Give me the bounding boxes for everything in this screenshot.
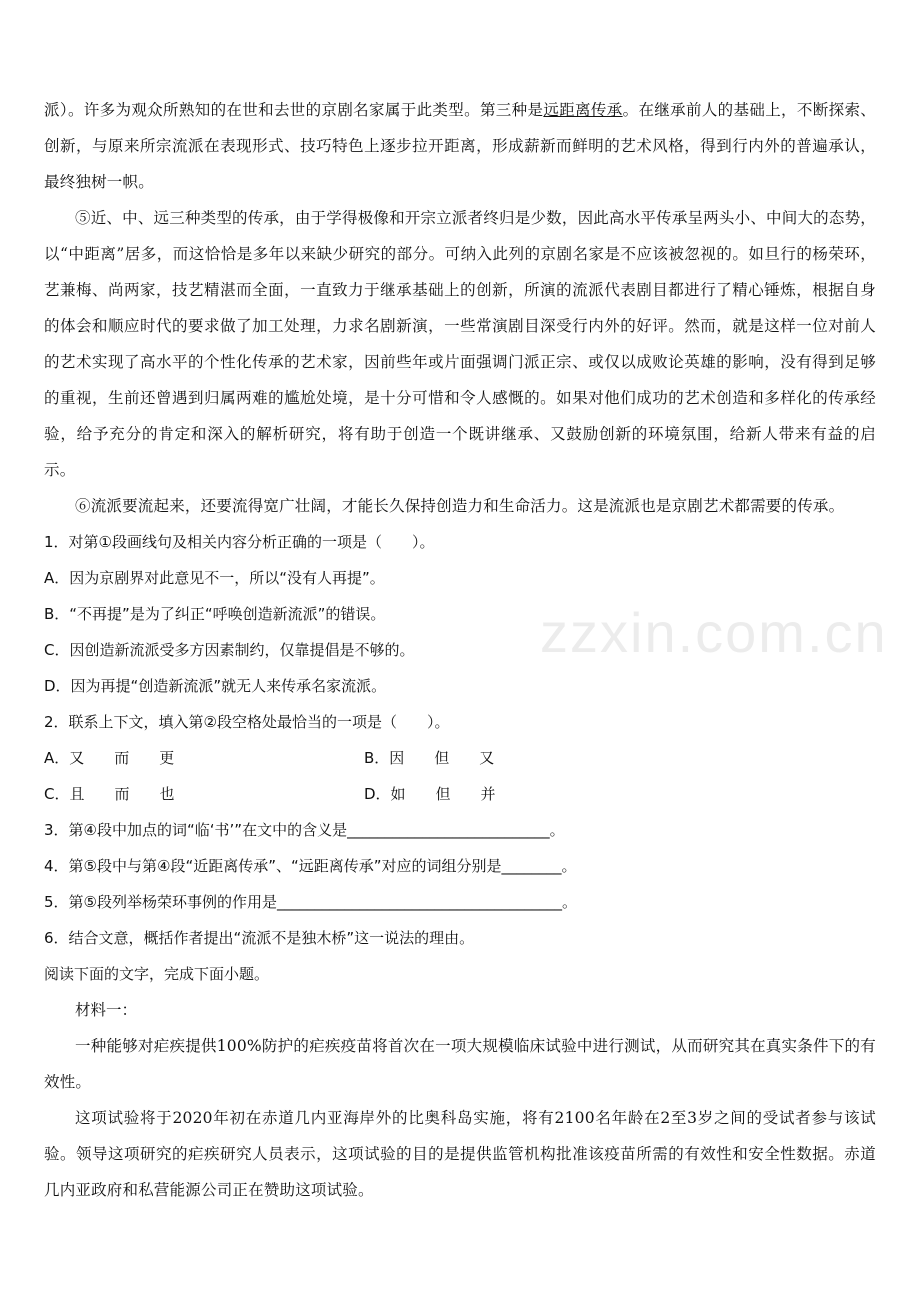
watermark: zzxin.com.cn [540,601,888,664]
question-1-option-b: B．“不再提”是为了纠正“呼唤创造新流派”的错误。 [44,605,386,623]
material-label: 材料一： [75,1001,138,1019]
passage-paragraph-5: ⑤近、中、远三种类型的传承，由于学得极像和开宗立派者终归是少数，因此高水平传承呈两头小、中间大的态势，以“中距离”居多，而这恰恰是多年以来缺少研究的部分。可纳入此列的京剧名家是不应该被忽视的。如旦行的杨荣环，艺兼梅、尚两家，技艺精湛而全面，一直致力于继承基础上的创新，所演的流派代表剧目都进行了精心锤炼，根据自身的体会和顺应时代的要求做了加工处理，力求名剧新演，一些常演剧目深受行内外的好评。然而，就是这样一位对前人的艺术实现了高水平的个性化传承的艺术家，因前些年或片面强调门派正宗、或仅以成败论英雄的影响，没有得到足够的重视，生前还曾遇到归属两难的尴尬处境，是十分可惜和令人感慨的。如果对他们成功的艺术创造和多样化的传承经验，给予充分的肯定和深入的解析研究，将有助于创造一个既讲继承、又鼓励创新的环境氛围，给新人带来有益的启示。 [44,209,876,479]
underlined-phrase: 远距离传承 [543,101,623,119]
question-1: 1．对第①段画线句及相关内容分析正确的一项是（ ）。 [44,533,435,551]
passage-paragraph-6: ⑥流派要流起来，还要流得宽广壮阔，才能长久保持创造力和生命活力。这是流派也是京剧艺术都需要的传承。 [75,497,845,515]
question-2-option-d: D．如 但 并 [364,785,496,803]
question-2-options-row-2 [44,776,876,812]
question-1-option-c: C．因创造新流派受多方因素制约，仅靠提倡是不够的。 [44,641,415,659]
question-3: 3．第④段中加点的词“临‘书’”在文中的含义是___________________________。 [44,821,565,839]
question-1-option-a: A．因为京剧界对此意见不一，所以“没有人再提”。 [44,569,385,587]
question-2-options-row-1 [44,740,876,776]
question-2-option-c: C．且 而 也 [44,785,175,803]
question-1-option-d: D．因为再提“创造新流派”就无人来传承名家流派。 [44,677,387,695]
question-2: 2．联系上下文，填入第②段空格处最恰当的一项是（ ）。 [44,713,450,731]
material-paragraph-2: 这项试验将于2020年初在赤道几内亚海岸外的比奥科岛实施，将有2100名年龄在2至3岁之间的受试者参与该试验。领导这项研究的疟疾研究人员表示，这项试验的目的是提供监管机构批准该疫苗所需的有效性和安全性数据。赤道几内亚政府和私营能源公司正在赞助这项试验。 [44,1109,876,1199]
question-4: 4．第⑤段中与第④段“近距离传承”、“远距离传承”对应的词组分别是________。 [44,857,577,875]
document-page [44,92,876,1208]
question-6: 6．结合文意，概括作者提出“流派不是独木桥”这一说法的理由。 [44,929,475,947]
question-2-option-b: B．因 但 又 [364,749,495,767]
material-paragraph-1: 一种能够对疟疾提供100%防护的疟疾疫苗将首次在一项大规模临床试验中进行测试，从而研究其在真实条件下的有效性。 [44,1037,876,1091]
reading-intro: 阅读下面的文字，完成下面小题。 [44,965,270,983]
paragraph-text: 。在继承前人的基础上，不断探索、创新，与原来所宗流派在表现形式、技巧特色上逐步拉开距离，形成薪新而鲜明的艺术风格，得到行内外的普遍承认，最终独树一帜。 [44,101,876,191]
question-5: 5．第⑤段列举杨荣环事例的作用是______________________________________。 [44,893,577,911]
question-2-option-a: A．又 而 更 [44,749,175,767]
passage-paragraph-4-continued [44,92,876,200]
paragraph-text: 派）。许多为观众所熟知的在世和去世的京剧名家属于此类型。第三种是 [44,101,544,119]
